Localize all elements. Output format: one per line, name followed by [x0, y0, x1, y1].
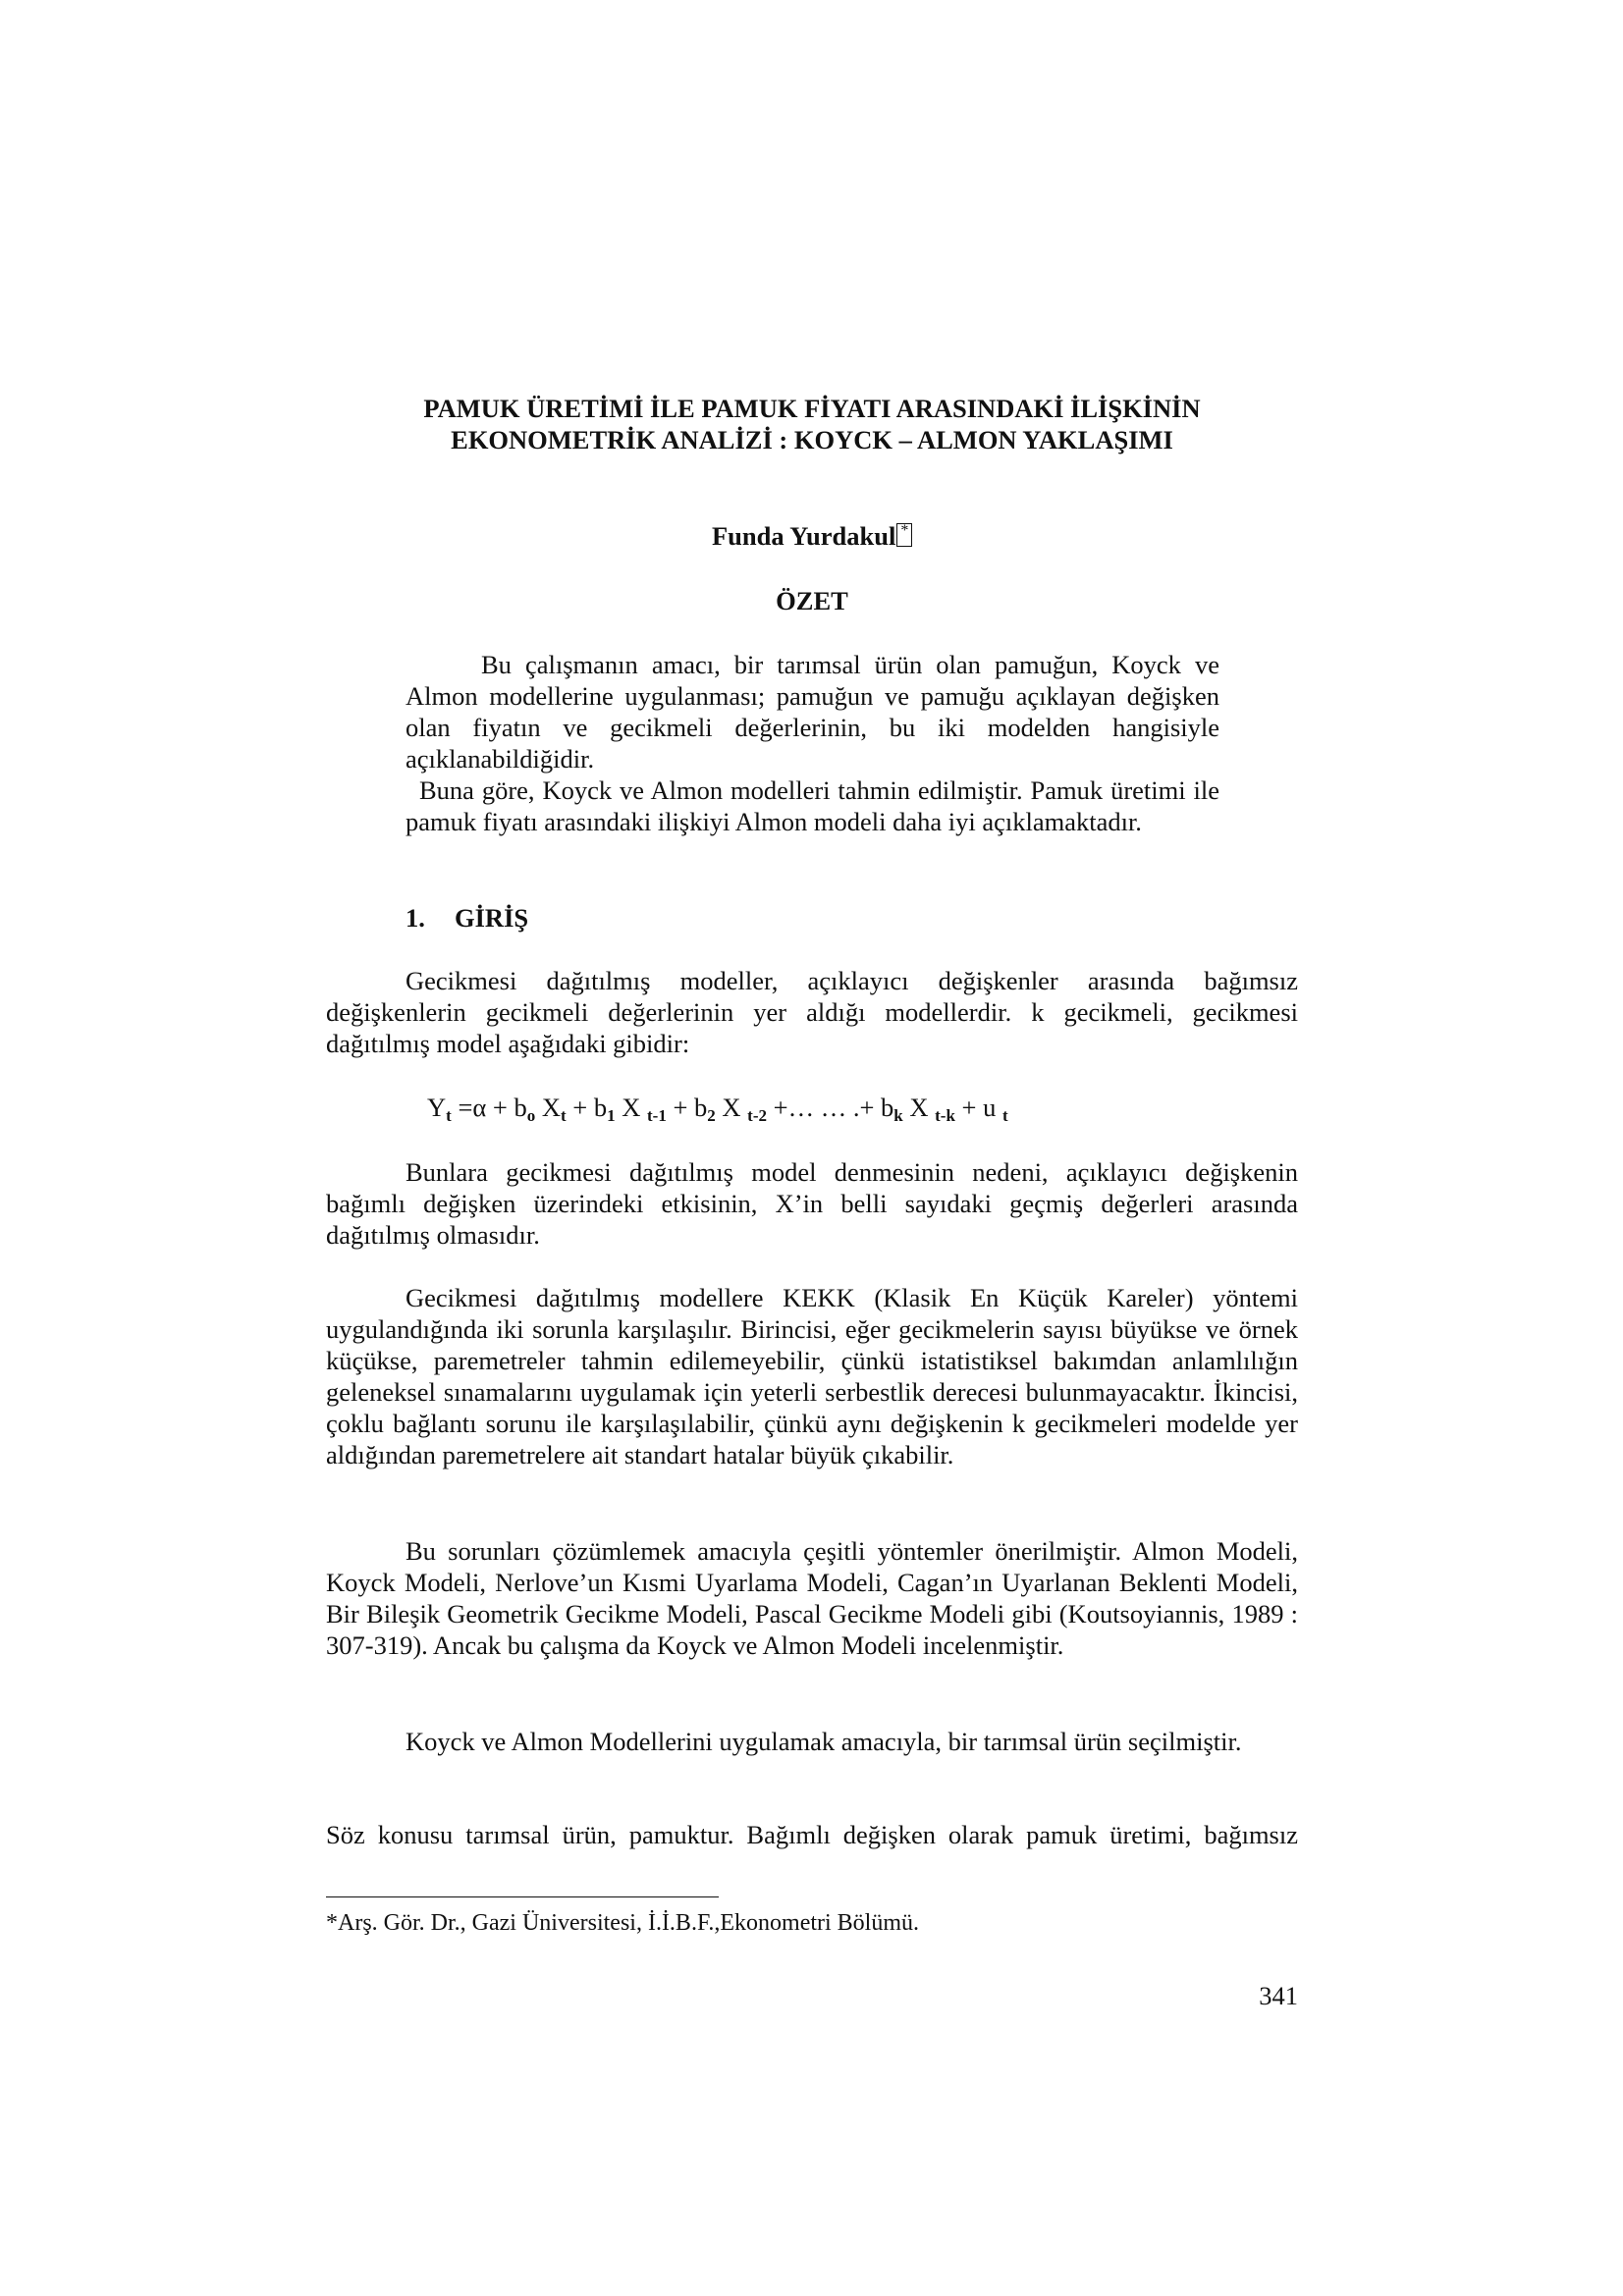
section-title: GİRİŞ: [455, 903, 529, 933]
formula-sub-t: t: [446, 1106, 452, 1125]
formula-alpha: =α + b: [451, 1093, 527, 1122]
formula-x: X: [902, 1093, 936, 1122]
abstract-paragraph-2: [406, 774, 1219, 837]
body-paragraph-1: [326, 965, 1298, 1059]
formula-sub-1: 1: [607, 1106, 616, 1125]
body-text-3: Gecikmesi dağıtılmış modellere KEKK (Klasik En Küçük Kareler) yöntemi uygulandığında iki sorunla karşılaşılır. Birincisi, eğer gecikmelerin sayısı büyükse ve örnek küçükse, paremetreler tahmin edilemeyebilir, çünkü istatistiksel bakımdan anlamlılığın geleneksel sınamalarını uygulamak için yeterli serbestlik derecesi bulunmayacaktır. İkincisi, çoklu bağlantı sorunu ile karşılaşılabilir, çünkü aynı değişkenin k gecikmeleri modelde yer aldığından paremetrelere ait standart hatalar büyük çıkabilir.: [326, 1283, 1298, 1469]
body-paragraph-3: [326, 1282, 1298, 1470]
formula-sub-t: t: [560, 1106, 567, 1125]
abstract-text-1: Bu çalışmanın amacı, bir tarımsal ürün olan pamuğun, Koyck ve Almon modellerine uygulanması; pamuğun ve pamuğu açıklayan değişken olan fiyatın ve gecikmeli değerlerinin, bu iki modelden hangisiyle açıklanabildiğidir.: [406, 650, 1219, 774]
formula-sub-2: 2: [707, 1106, 716, 1125]
formula-sub-k: k: [893, 1106, 903, 1125]
formula-sub-ut: t: [1001, 1106, 1008, 1125]
formula-y: Y: [427, 1093, 447, 1122]
formula-sub-t-1: t-1: [647, 1106, 667, 1125]
author: [712, 520, 912, 552]
author-name: Funda Yurdakul: [712, 521, 896, 551]
body-text-1: Gecikmesi dağıtılmış modeller, açıklayıcı değişkenler arasında bağımsız değişkenlerin gecikmeli değerlerinin yer aldığı modellerdir. k gecikmeli, gecikmesi dağıtılmış model aşağıdaki gibidir:: [326, 966, 1298, 1058]
paper-title-line-1: PAMUK ÜRETİMİ İLE PAMUK FİYATI ARASINDAKİ İLİŞKİNİN: [423, 394, 1201, 423]
body-text-6: Söz konusu tarımsal ürün, pamuktur. Bağımlı değişken olarak pamuk üretimi, bağımsız: [326, 1820, 1298, 1849]
formula-x: X: [715, 1093, 748, 1122]
paper-title: [326, 393, 1298, 455]
abstract-paragraph-1: [406, 649, 1219, 774]
footnote-marker[interactable]: *: [896, 523, 912, 547]
formula-x: X: [615, 1093, 647, 1122]
formula-sub-o: o: [526, 1106, 536, 1125]
formula-x: X: [535, 1093, 561, 1122]
page-number: 341: [1259, 1981, 1298, 2010]
formula-b2: + b: [666, 1093, 708, 1122]
body-paragraph-5: [326, 1726, 1298, 1757]
body-text-5: Koyck ve Almon Modellerini uygulamak amacıyla, bir tarımsal ürün seçilmiştir.: [406, 1727, 1242, 1756]
formula-u: + u: [954, 1093, 1002, 1122]
formula-sub-t-2: t-2: [747, 1106, 767, 1125]
body-paragraph-4: [326, 1535, 1298, 1661]
formula-b1: + b: [566, 1093, 608, 1122]
body-paragraph-5-continued: [326, 1819, 1298, 1850]
body-text-4: Bu sorunları çözümlemek amacıyla çeşitli yöntemler önerilmiştir. Almon Modeli, Koyck Modeli, Nerlove’un Kısmi Uyarlama Modeli, Cagan’ın Uyarlanan Beklenti Modeli, Bir Bileşik Geometrik Gecikme Modeli, Pascal Gecikme Modeli gibi (Koutsoyiannis, 1989 : 307-319). Ancak bu çalışma da Koyck ve Almon Modeli incelenmiştir.: [326, 1536, 1298, 1660]
distributed-lag-formula: [427, 1092, 1008, 1123]
body-text-2: Bunlara gecikmesi dağıtılmış model denmesinin nedeni, açıklayıcı değişkenin bağımlı değişken üzerindeki etkisinin, X’in belli sayıdaki geçmiş değerleri arasında dağıtılmış olmasıdır.: [326, 1157, 1298, 1250]
section-number: 1.: [406, 903, 425, 933]
abstract-text-2: Buna göre, Koyck ve Almon modelleri tahmin edilmiştir. Pamuk üretimi ile pamuk fiyatı arasındaki ilişkiyi Almon modeli daha iyi açıklamaktadır.: [406, 775, 1219, 836]
abstract-heading: ÖZET: [776, 586, 848, 615]
formula-dots: +… … .+ b: [767, 1093, 894, 1122]
footnote-divider: [326, 1896, 719, 1897]
section-heading-giris: [406, 902, 528, 934]
body-paragraph-2: [326, 1156, 1298, 1251]
paper-title-line-2: EKONOMETRİK ANALİZİ : KOYCK – ALMON YAKLAŞIMI: [451, 425, 1173, 454]
footnote: *Arş. Gör. Dr., Gazi Üniversitesi, İ.İ.B.F.,Ekonometri Bölümü.: [326, 1910, 920, 1936]
formula-sub-t-k: t-k: [935, 1106, 955, 1125]
